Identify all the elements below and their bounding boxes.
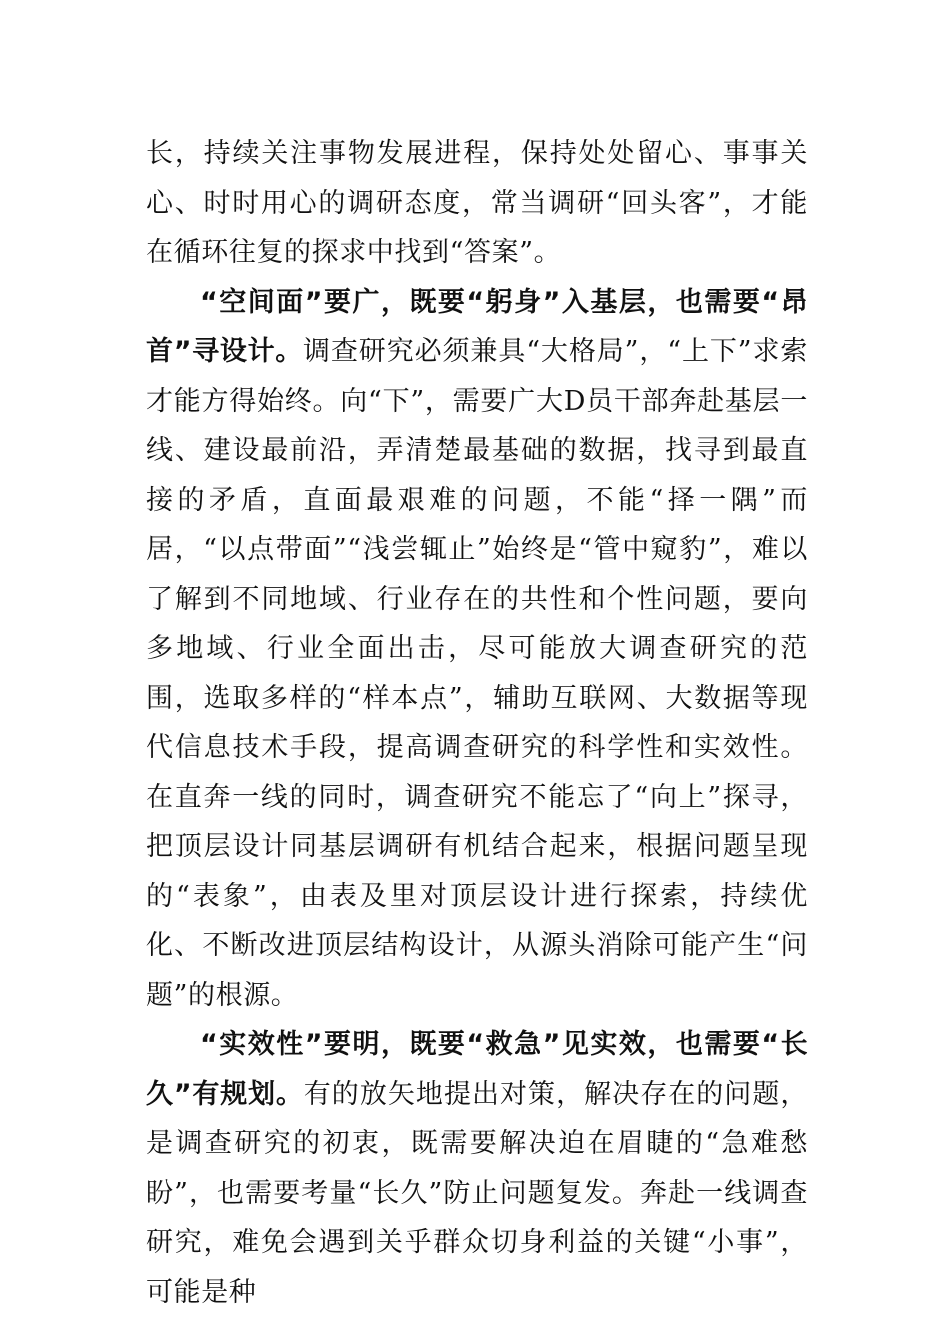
paragraph-spatial <box>146 278 808 1021</box>
paragraph-lead-heading: “实效性”要明，既要“救急”见实效，也需要“长久”有规划。 <box>146 1029 808 1110</box>
paragraph-effectiveness <box>146 1020 808 1317</box>
paragraph-text: 长，持续关注事物发展进程，保持处处留心、事事关心、时时用心的调研态度，常当调研“回头客”，才能在循环往复的探求中找到“答案”。 <box>146 138 808 268</box>
paragraph-lead-heading: “空间面”要广，既要“躬身”入基层，也需要“昂首”寻设计。 <box>146 286 808 367</box>
paragraph-continuation <box>146 129 808 278</box>
document-body <box>146 129 808 1317</box>
paragraph-text: 有的放矢地提出对策，解决存在的问题，是调查研究的初衷，既需要解决迫在眉睫的“急难愁盼”，也需要考量“长久”防止问题复发。奔赴一线调查研究，难免会遇到关乎群众切身利益的关键“小事”，可能是种 <box>146 1078 808 1308</box>
paragraph-text: 调查研究必须兼具“大格局”，“上下”求索才能方得始终。向“下”，需要广大D员干部奔赴基层一线、建设最前沿，弄清楚最基础的数据，找寻到最直接的矛盾，直面最艰难的问题，不能“择一隅”而居，“以点带面”“浅尝辄止”始终是“管中窥豹”，难以了解到不同地域、行业存在的共性和个性问题，要向多地域、行业全面出击，尽可能放大调查研究的范围，选取多样的“样本点”，辅助互联网、大数据等现代信息技术手段，提高调查研究的科学性和实效性。在直奔一线的同时，调查研究不能忘了“向上”探寻，把顶层设计同基层调研有机结合起来，根据问题呈现的“表象”，由表及里对顶层设计进行探索，持续优化、不断改进顶层结构设计，从源头消除可能产生“问题”的根源。 <box>146 336 808 1011</box>
